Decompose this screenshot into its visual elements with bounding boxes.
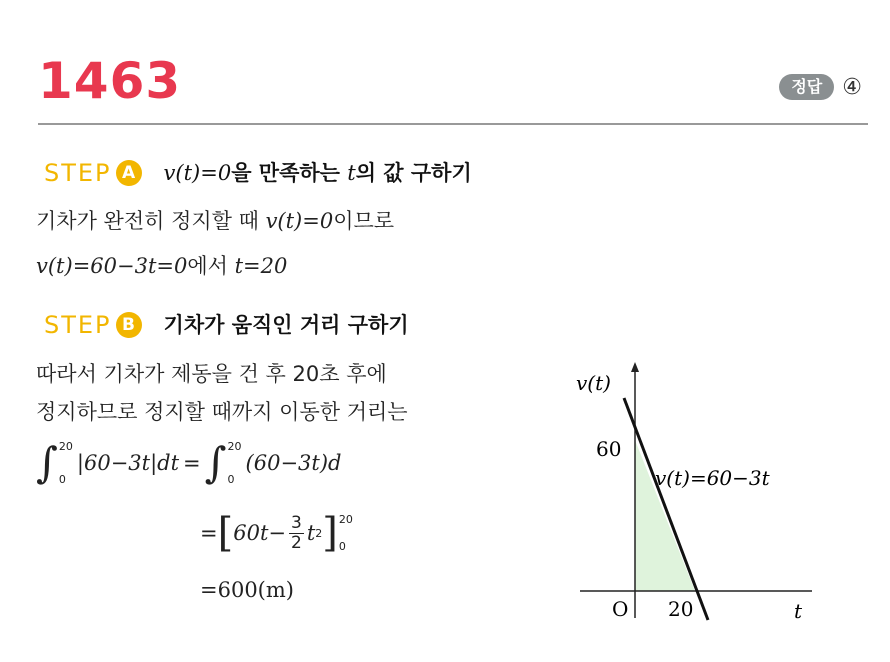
- step-a-line-2-math: v(t)=60−3t=0: [36, 254, 188, 278]
- header-divider: [38, 123, 868, 125]
- step-a-title: [163, 160, 472, 185]
- fraction-den: 2: [290, 532, 302, 553]
- step-a-line-1-tail: 이므로: [333, 209, 395, 233]
- integral-rhs: (60−3t)d: [245, 451, 342, 475]
- integral-eq: =: [183, 451, 201, 475]
- problem-number: 1463: [38, 52, 182, 110]
- step-a-line-2: [36, 256, 287, 277]
- eq2-upper: 20: [338, 513, 353, 526]
- step-a-title-text-2: 의 값 구하기: [355, 160, 472, 185]
- integral-upper: 20: [58, 440, 73, 453]
- integral-abs: |60−3t|dt: [76, 451, 180, 475]
- y-intercept-label: 60: [596, 437, 622, 461]
- line-label: v(t)=60−3t: [655, 466, 770, 490]
- answer: [779, 74, 862, 100]
- integral-limits: [59, 440, 73, 486]
- eq2-exp: 2: [315, 526, 323, 540]
- antiderivative-line: [200, 510, 357, 556]
- x-intercept-label: 20: [668, 597, 694, 621]
- step-a-line-1: [36, 211, 394, 232]
- step-b-line-2: 정지하므로 정지할 때까지 이동한 거리는: [36, 400, 408, 424]
- eq2-lhs: =: [200, 521, 218, 545]
- integral-limits-2: [228, 440, 242, 486]
- area-fill: [635, 440, 695, 591]
- x-axis-label: t: [794, 599, 803, 623]
- step-a-heading: [44, 160, 472, 186]
- result-line: [200, 578, 294, 602]
- eq2-b: t: [306, 521, 316, 545]
- integral-equation: [36, 440, 342, 486]
- step-a-title-text-1: 을 만족하는: [231, 160, 348, 185]
- y-axis-label: v(t): [576, 371, 611, 395]
- left-bracket: [: [217, 510, 234, 556]
- integral-upper-2: 20: [227, 440, 242, 453]
- step-a-word: STEP: [44, 159, 112, 187]
- step-b-heading: [44, 312, 409, 338]
- step-b-title: 기차가 움직인 거리 구하기: [163, 312, 409, 337]
- right-bracket: ]: [322, 510, 338, 556]
- step-a-line-2-text: 에서: [187, 254, 235, 278]
- step-a-line-1-text: 기차가 완전히 정지할 때: [36, 209, 266, 233]
- eq2-lower: 0: [338, 540, 346, 553]
- velocity-graph: [560, 358, 820, 628]
- integral-sign-2: ∫: [204, 438, 227, 487]
- eq2-a: 60t−: [233, 521, 286, 545]
- step-b-word: STEP: [44, 311, 112, 339]
- y-axis-arrow-icon: [631, 362, 639, 372]
- step-b-line-1: 따라서 기차가 제동을 건 후 20초 후에: [36, 362, 387, 386]
- eq2-limits: [339, 513, 353, 553]
- integral-sign: ∫: [36, 438, 58, 487]
- fraction: [289, 514, 304, 552]
- eq3: =600(m): [200, 578, 294, 602]
- step-b-letter: B: [116, 312, 142, 338]
- fraction-num: 3: [290, 512, 302, 533]
- step-a-title-var: t: [347, 160, 356, 185]
- step-a-letter: A: [116, 160, 142, 186]
- answer-badge: 정답: [779, 74, 834, 100]
- answer-value: ④: [842, 74, 862, 100]
- step-a-title-math: v(t)=0: [163, 160, 232, 185]
- integral-lower: 0: [58, 473, 66, 486]
- origin-label: O: [612, 597, 629, 621]
- step-a-line-1-math: v(t)=0: [265, 209, 334, 233]
- step-a-line-2-result: t=20: [234, 254, 288, 278]
- integral-lower-2: 0: [227, 473, 235, 486]
